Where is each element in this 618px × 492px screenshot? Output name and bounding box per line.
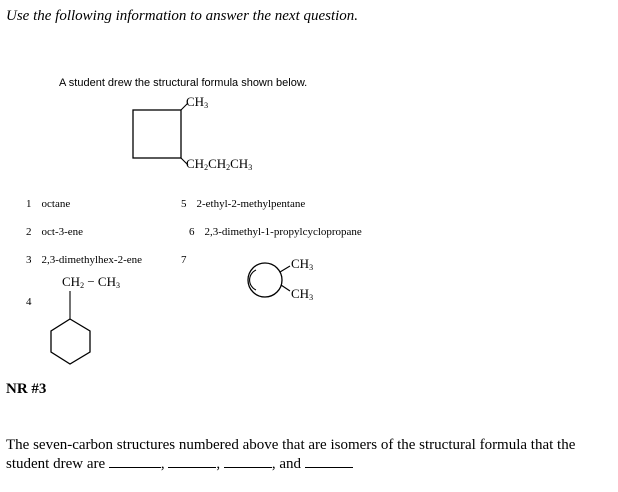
cyclobutane-ring	[133, 110, 181, 158]
option-2: 2 oct-3-ene	[26, 226, 84, 238]
option-1: 1 octane	[26, 198, 71, 210]
main-propyl-group: $CH_2CH_2CH_3$	[186, 156, 253, 172]
option-7: 7	[181, 254, 187, 266]
ring-double-bond	[250, 270, 256, 290]
answer-blank-1[interactable]	[109, 455, 161, 468]
option-6: 6 2,3-dimethyl-1-propylcyclopropane	[189, 226, 362, 238]
option-3: 3 2,3-dimethylhex-2-ene	[26, 254, 142, 266]
cyclohexane-ring	[51, 319, 90, 364]
intro-text: Use the following information to answer the next question.	[6, 8, 359, 24]
answer-blank-3[interactable]	[224, 455, 272, 468]
answer-blank-2[interactable]	[168, 455, 216, 468]
question-text: The seven-carbon structures numbered above that are isomers of the structural formula that the student drew are , , , and	[6, 437, 576, 472]
nr-label: NR #3	[6, 381, 47, 397]
bond-to-lower-ch3	[281, 285, 290, 291]
option-7-upper-ch3: $CH_3$	[291, 256, 314, 272]
option-4-ethyl-group: $CH_2 - CH_3$	[62, 274, 120, 290]
bond-to-upper-ch3	[280, 266, 290, 272]
main-ch3-group: $CH_3$	[186, 94, 209, 110]
option-7-lower-ch3: $CH_3$	[291, 286, 314, 302]
option-5: 5 2-ethyl-2-methylpentane	[181, 198, 306, 210]
structure-caption: A student drew the structural formula shown below.	[59, 77, 308, 89]
answer-blank-4[interactable]	[305, 455, 353, 468]
option-4: 4	[26, 296, 32, 308]
cyclopentene-ring	[248, 263, 282, 297]
